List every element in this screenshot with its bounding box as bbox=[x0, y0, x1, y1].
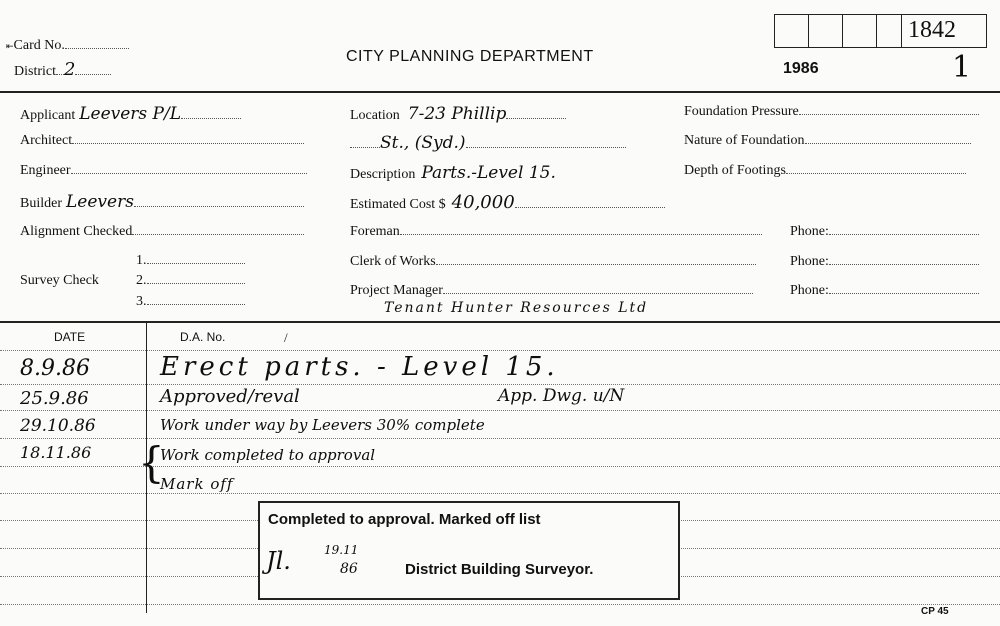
stamp-surveyor-text: District Building Surveyor. bbox=[405, 561, 594, 578]
log-rule bbox=[0, 321, 1000, 323]
log-entry-text: Erect parts. - Level 15. bbox=[160, 352, 559, 382]
header-rule bbox=[0, 91, 1000, 93]
survey-line-1: 1. bbox=[136, 253, 245, 269]
number-box bbox=[842, 14, 877, 48]
date-column-header: DATE bbox=[54, 330, 86, 344]
log-line bbox=[0, 410, 1000, 411]
engineer-label: Engineer bbox=[20, 163, 71, 178]
cost-field bbox=[350, 192, 665, 213]
log-entry-text: Work under way by Leevers 30% complete bbox=[160, 416, 485, 434]
cost-value: 40,000 bbox=[451, 192, 515, 213]
foundation-pressure-label: Foundation Pressure bbox=[684, 104, 799, 119]
card-no-field: ⇤Card No. bbox=[6, 38, 129, 54]
nature-field bbox=[684, 133, 971, 149]
applicant-label: Applicant bbox=[20, 108, 76, 123]
engineer-field bbox=[20, 163, 307, 179]
stamp-date: 19.11 bbox=[324, 543, 359, 557]
phone-field-clerk: Phone: bbox=[790, 254, 979, 270]
da-tick: / bbox=[284, 330, 288, 345]
builder-label: Builder bbox=[20, 196, 62, 211]
description-label: Description bbox=[350, 167, 416, 182]
foreman-field bbox=[350, 224, 762, 240]
architect-field bbox=[20, 133, 304, 149]
district-field bbox=[14, 59, 111, 80]
number-box bbox=[876, 14, 902, 48]
department-title: CITY PLANNING DEPARTMENT bbox=[346, 48, 594, 65]
log-entry-text: Mark off bbox=[160, 475, 234, 493]
district-label: District bbox=[14, 64, 56, 79]
da-column-header: D.A. No. bbox=[180, 330, 226, 344]
card-no-label: Card No. bbox=[13, 38, 65, 53]
number-box-filled bbox=[901, 14, 987, 48]
brace-mark: { bbox=[138, 438, 165, 487]
form-code: CP 45 bbox=[921, 606, 949, 617]
stamp-completed-text: Completed to approval. Marked off list bbox=[268, 511, 541, 528]
alignment-field bbox=[20, 224, 304, 240]
sheet-number: 1 bbox=[952, 50, 972, 85]
phone-field-foreman: Phone: bbox=[790, 224, 979, 240]
log-line bbox=[0, 604, 1000, 605]
pm-label: Project Manager bbox=[350, 283, 443, 298]
foreman-label: Foreman bbox=[350, 224, 400, 239]
depth-field bbox=[684, 163, 966, 179]
clerk-label: Clerk of Works bbox=[350, 254, 436, 269]
log-entry-date: 25.9.86 bbox=[20, 388, 89, 409]
log-entry-date: 8.9.86 bbox=[20, 356, 90, 381]
approval-stamp bbox=[258, 501, 680, 600]
builder-value: Leevers bbox=[66, 192, 134, 212]
log-line bbox=[0, 350, 1000, 351]
description-field bbox=[350, 163, 556, 183]
foundation-pressure-field bbox=[684, 104, 979, 120]
log-entry-date: 18.11.86 bbox=[20, 443, 92, 462]
tenant-note: Tenant Hunter Resources Ltd bbox=[384, 300, 649, 316]
applicant-field bbox=[20, 104, 241, 124]
alignment-label: Alignment Checked bbox=[20, 224, 133, 239]
stamp-year: 86 bbox=[340, 561, 358, 577]
log-line bbox=[0, 493, 1000, 494]
log-entry-text-secondary: App. Dwg. u/N bbox=[498, 386, 625, 406]
log-entry-text: Approved/reval bbox=[160, 386, 300, 407]
log-line bbox=[0, 384, 1000, 385]
phone-field-pm: Phone: bbox=[790, 283, 979, 299]
district-value: 2 bbox=[64, 59, 76, 80]
survey-label: Survey Check bbox=[20, 273, 99, 288]
pm-field bbox=[350, 283, 753, 299]
cost-label: Estimated Cost $ bbox=[350, 197, 446, 212]
log-entry-date: 29.10.86 bbox=[20, 416, 96, 436]
location-field bbox=[350, 104, 566, 124]
number-box bbox=[808, 14, 843, 48]
survey-line-2: 2. bbox=[136, 273, 245, 289]
location-field-line2 bbox=[350, 133, 626, 153]
location-value-2: St., (Syd.) bbox=[380, 133, 466, 153]
applicant-value: Leevers P/L bbox=[79, 104, 182, 124]
location-value-1: 7-23 Phillip bbox=[407, 104, 507, 124]
log-entry-text: Work completed to approval bbox=[160, 446, 376, 464]
builder-field bbox=[20, 192, 304, 212]
description-value: Parts.-Level 15. bbox=[421, 163, 556, 183]
clerk-field bbox=[350, 254, 756, 270]
nature-label: Nature of Foundation bbox=[684, 133, 805, 148]
architect-label: Architect bbox=[20, 133, 73, 148]
stamp-signature-icon: Jl. bbox=[266, 547, 291, 575]
year-label: 1986 bbox=[783, 60, 819, 77]
depth-label: Depth of Footings bbox=[684, 163, 786, 178]
number-box bbox=[774, 14, 809, 48]
card-number: 1842 bbox=[908, 17, 956, 43]
survey-line-3: 3. bbox=[136, 294, 245, 310]
location-label: Location bbox=[350, 108, 400, 123]
